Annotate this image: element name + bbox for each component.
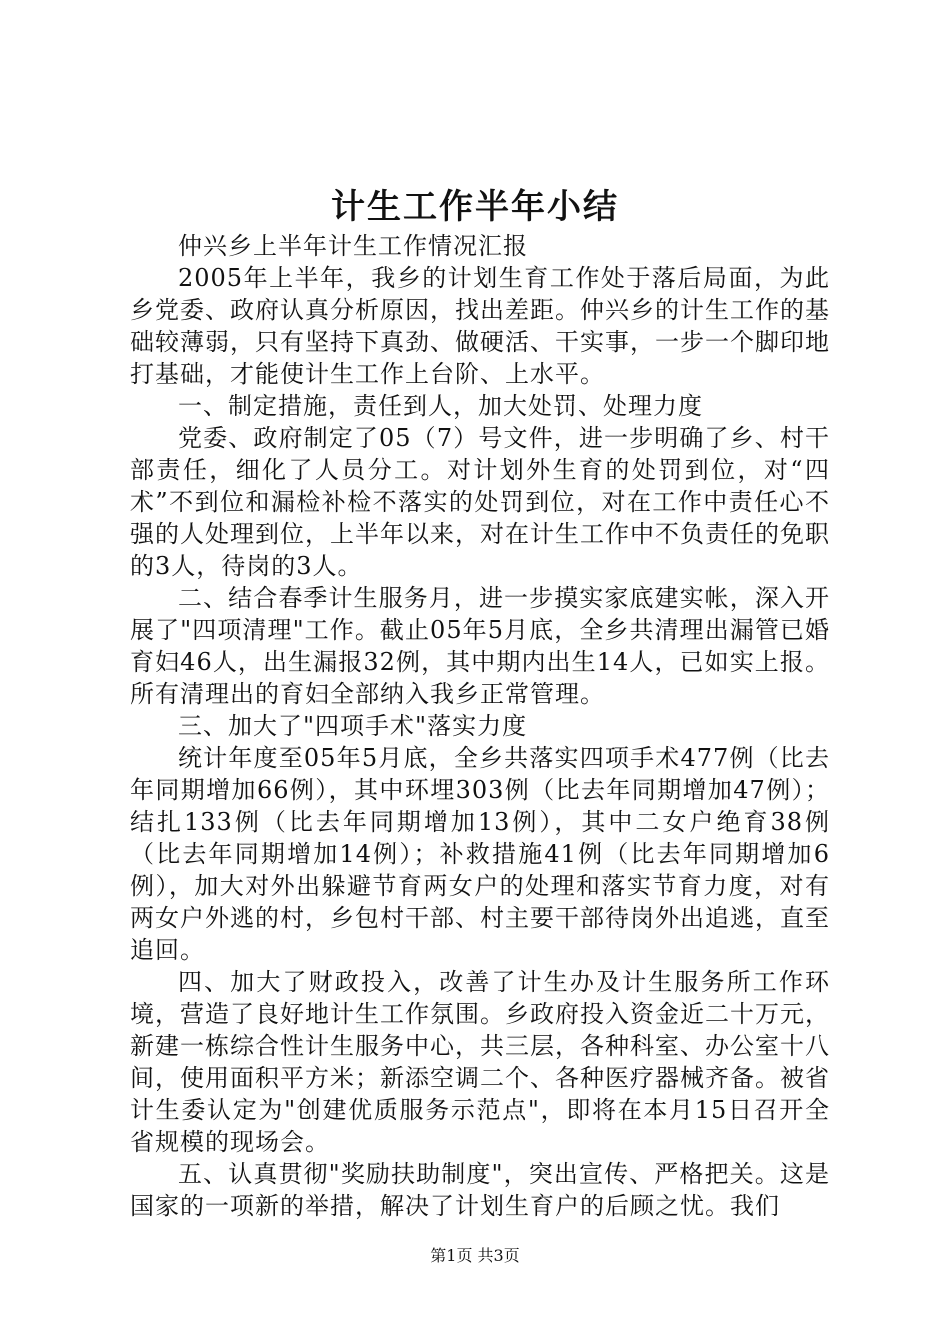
paragraph-section-4: 四、加大了财政投入，改善了计生办及计生服务所工作环境，营造了良好地计生工作氛围。乡政府投入资金近二十万元，新建一栋综合性计生服务中心，共三层，各种科室、办公室十八间，使用面积平方米；新添空调二个、各种医疗器械齐备。被省计生委认定为"创建优质服务示范点"，即将在本月15日召开全省规模的现场会。 <box>130 968 830 1156</box>
paragraph-section-3-heading: 三、加大了"四项手术"落实力度 <box>178 712 528 740</box>
paragraph-section-1-body: 党委、政府制定了05（7）号文件，进一步明确了乡、村干部责任，细化了人员分工。对计划外生育的处罚到位，对“四术”不到位和漏检补检不落实的处罚到位，对在工作中责任心不强的人处理到位，上半年以来，对在计生工作中不负责任的免职的3人，待岗的3人。 <box>130 424 830 580</box>
document-title: 计生工作半年小结 <box>331 187 619 227</box>
paragraph-intro: 2005年上半年，我乡的计划生育工作处于落后局面，为此乡党委、政府认真分析原因，找出差距。仲兴乡的计生工作的基础较薄弱，只有坚持下真劲、做硬活、干实事，一步一个脚印地打基础，才能使计生工作上台阶、上水平。 <box>130 264 830 388</box>
document-body <box>130 230 830 1222</box>
page-footer: 第1页 共3页 <box>430 1246 520 1265</box>
paragraph-section-2: 二、结合春季计生服务月，进一步摸实家底建实帐，深入开展了"四项清理"工作。截止05年5月底，全乡共清理出漏管已婚育妇46人，出生漏报32例，其中期内出生14人，已如实上报。所有清理出的育妇全部纳入我乡正常管理。 <box>130 584 830 708</box>
paragraph-section-1-heading: 一、制定措施，责任到人，加大处罚、处理力度 <box>178 392 703 420</box>
paragraph-section-5: 五、认真贯彻"奖励扶助制度"，突出宣传、严格把关。这是国家的一项新的举措，解决了计划生育户的后顾之忧。我们 <box>130 1160 830 1220</box>
paragraph-section-3-body: 统计年度至05年5月底，全乡共落实四项手术477例（比去年同期增加66例），其中环埋303例（比去年同期增加47例）；结扎133例（比去年同期增加13例），其中二女户绝育38例（比去年同期增加14例）；补救措施41例（比去年同期增加6例），加大对外出躲避节育两女户的处理和落实节育力度，对有两女户外逃的村，乡包村干部、村主要干部待岗外出追逃，直至追回。 <box>130 744 830 964</box>
paragraph-heading: 仲兴乡上半年计生工作情况汇报 <box>178 232 528 260</box>
